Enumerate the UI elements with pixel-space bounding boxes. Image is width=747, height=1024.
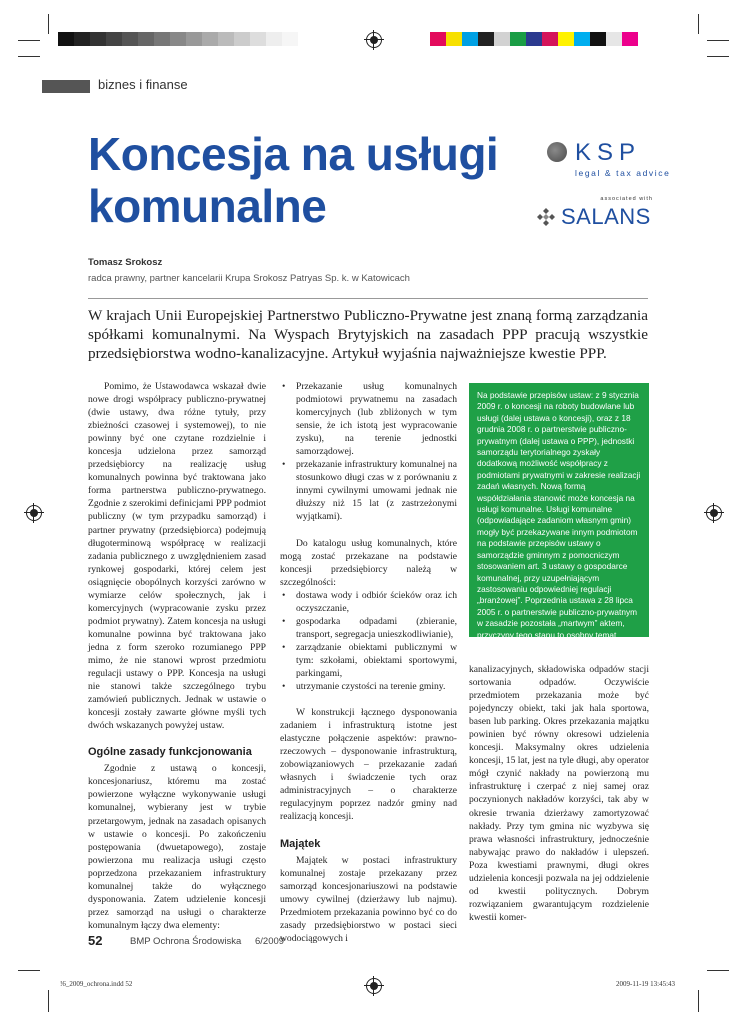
list-item: • zarządzanie obiektami publicznymi w tym: szkołami, obiektami sportowymi, parkingami, bbox=[280, 641, 457, 680]
article-title bbox=[88, 128, 528, 232]
registration-mark-right bbox=[706, 505, 722, 521]
list-item: • Przekazanie usług komunalnych podmiotowi prywatnemu na zasadach komercyjnych (lub zbliżonych w tym sensie, że ich istotą jest wypracowanie zysku), na terenie jednostki samorządowej. bbox=[280, 380, 457, 458]
publication-name: BMP Ochrona Środowiska bbox=[130, 936, 242, 947]
bullet-list bbox=[280, 589, 457, 693]
registration-mark-left bbox=[26, 505, 42, 521]
section-bar bbox=[42, 80, 90, 93]
salans-diamond-icon bbox=[537, 208, 555, 226]
paragraph: Zgodnie z ustawą o koncesji, koncesjonariusz, któremu ma zostać powierzone wyłączne wykonywanie usługi komunalnej, wybierany jest w trybie przetargowym, jednak na zasadach opisanych w ustawie o koncesji. Po zakończeniu postępowania (dwuetapowego), zostaje powierzona mu realizacja usługi często poprzedzona przekazaniem infrastruktury komunalnej także do wyłącznego dysponowania. Zatem udzielenie koncesji przez samorząd na usługi o charakterze komunalnym łączy dwa elementy: bbox=[88, 763, 266, 931]
column-2 bbox=[280, 380, 457, 945]
list-item: • dostawa wody i odbiór ścieków oraz ich oczyszczanie, bbox=[280, 589, 457, 615]
ksp-logo bbox=[545, 139, 671, 180]
color-bar bbox=[430, 32, 638, 46]
author-affiliation: radca prawny, partner kancelarii Krupa Srokosz Patryas Sp. k. w Katowicach bbox=[88, 273, 410, 284]
ksp-emblem-icon bbox=[547, 142, 567, 162]
title-line-1: Koncesja na usługi bbox=[88, 128, 499, 180]
list-item: • gospodarka odpadami (zbieranie, transport, segregacja unieszkodliwianie), bbox=[280, 615, 457, 641]
registration-mark-bottom bbox=[366, 978, 382, 994]
paragraph: Do katalogu usług komunalnych, które mogą zostać przekazane na podstawie koncesji przedsiębiorcy należą w szczególności: bbox=[280, 537, 457, 588]
paragraph: Pomimo, że Ustawodawca wskazał dwie nowe drogi współpracy publiczno-prywatnej (dwie ustawy, dwa różne tytuły, przy zbieżności czasowej i systemowej), to nie powinny być one czytane rozdzielnie i koncesja udzielona przez samorząd przedsiębiorcy na realizację usług komunalnych powinna być traktowana jako forma partnerstwa publiczno-prywatnego. Zgodnie z szerokimi definicjami PPP podmiot publiczny (w tym przypadku samorząd) i partner prywatny (przedsiębiorca) podejmują długoterminową współpracę w realizacji zadania publicznego z uwzględnieniem zasad rynkowej gospodarki, której celem jest osiągnięcie obopólnych korzyści zarówno w wymiarze celów społecznych, jak i komercyjnych (wypracowanie zysku przez podmiot prywatny). Zatem koncesja na usługi komunalne powinna być traktowana jako jedna z form szeroko rozumianego PPP mimo, że nie stanowi wprost przedmiotu regulacji ustawy o PPP. Koncesja na usługi nie stanowi także szczególnego trybu zamówień publicznych. Jednak w ustawie o koncesji zostały zawarte główne myśli tych dwóch wskazanych powyżej ustaw. bbox=[88, 381, 266, 732]
list-item: • utrzymanie czystości na terenie gminy. bbox=[280, 680, 457, 693]
salans-logo bbox=[537, 196, 653, 230]
section-label: biznes i finanse bbox=[98, 77, 188, 92]
section-heading: Ogólne zasady funkcjonowania bbox=[88, 746, 252, 759]
column-3 bbox=[469, 663, 649, 924]
grayscale-bar bbox=[58, 32, 298, 46]
title-line-2: komunalne bbox=[88, 180, 327, 232]
lead-paragraph bbox=[88, 306, 648, 363]
ksp-tagline: legal & tax advice bbox=[575, 168, 671, 178]
section-heading: Majątek bbox=[280, 837, 321, 850]
page-number: 52 bbox=[88, 933, 103, 948]
registration-mark-top bbox=[366, 32, 382, 48]
lead-text: W krajach Unii Europejskiej Partnerstwo Publiczno-Prywatne jest znaną formą zarządzania spółkami komunalnymi. Na Wyspach Brytyjskich na zasadach PPP pracują wszystkie przedsiębiorstwa wodno-kanalizacyjne. Artykuł wyjaśnia najważniejsze kwestie PPP. bbox=[88, 307, 648, 362]
salans-wordmark: SALANS bbox=[561, 204, 651, 229]
associated-with-label: associated with bbox=[600, 196, 653, 202]
paragraph: W konstrukcji łącznego dysponowania zadaniem i infrastrukturą istotne jest elastyczne połączenie aspektów: prawno-rzeczowych – dysponowanie infrastrukturą, zobowiązaniowych – przekazanie zadań własnych i świadczenie tych oraz administracyjnych – o charakterze regulacyjnym poprzez nadzór gminy nad realizacją koncesji. bbox=[280, 707, 457, 823]
paragraph: kanalizacyjnych, składowiska odpadów stacji sortowania odpadów. Oczywiście przedmiotem przekazania może być pojedynczy obiekt, taki jak hala sportowa, basen lub parking. Okres przekazania majątku powinien być równy okresowi udzielenia koncesji. Maksymalny okres udzielenia koncesji, 15 lat, jest na tyle długi, aby operator mógł czynić nakłady na powierzoną mu infrastrukturę i czerpać z niej samej oraz poczynionych nakładów korzyści, tak aby w okresie trwania dzierżawy zamortyzować nakłady. Przy tym gmina nic wyzbywa się prawa własności infrastruktury, jednocześnie nabywając prawo do nakładów i ulepszeń. Poza kwestiami prawnymi, długi okres udzielenia koncesji pozwala na jej oddzielenie od kwestii politycznych. Dobrym rozwiązaniem gwarantującym rozdzielenie kwestii komer- bbox=[469, 664, 649, 923]
bullet-list bbox=[280, 380, 457, 524]
sidebar-text: Na podstawie przepisów ustaw: z 9 stycznia 2009 r. o koncesji na roboty budowlane lub usługi (dalej ustawa o koncesji), oraz z 18 grudnia 2008 r. o partnerstwie publiczno-prywatnym (dalej ustawa o PPP), jednostki samorządu terytorialnego zyskały dodatkową możliwość współpracy z podmiotami prywatnymi w zakresie realizacji zadań własnych. Nową formą współdziałania stanowić może koncesja na usługi komunalne. Usługi komunalne (odpowiadające zadaniom własnym gmin) mogły być przekazywane innym podmiotom na podstawie przepisów ustawy o samorządzie gminnym z pomocniczym stosowaniem art. 3 ustawy o gospodarce komunalnej, przy uzupełniającym zastosowaniu odpowiedniej regulacji „branżowej”. Poprzednia ustawa z 28 lipca 2005 r. o partnerstwie publiczno-prywatnym w zasadzie pozostała „martwym” aktem, przyczyny tego stanu to osobny temat. bbox=[477, 390, 641, 640]
list-item: • przekazanie infrastruktury komunalnej na stosunkowo długi czas w z porównaniu z innymi cywilnymi umowami jednak nie dłuższy niż 15 lat (z zastrzeżonymi wyjątkami). bbox=[280, 458, 457, 523]
slug-filename: !6_2009_ochrona.indd 52 bbox=[60, 980, 133, 988]
issue-number: 6/2009 bbox=[255, 936, 285, 947]
column-1 bbox=[88, 380, 266, 932]
sidebar-box bbox=[469, 383, 649, 640]
paragraph: Majątek w postaci infrastruktury komunalnej zostaje przekazany przez samorząd koncesjonariuszowi na podstawie umowy cywilnej (dzierżawy lub najmu). Przedmiotem przekazania powinno być co do zasady przedsiębiorstwo w postaci sieci wodociągowych i bbox=[280, 854, 457, 944]
ksp-wordmark: KSP bbox=[575, 139, 642, 166]
divider bbox=[88, 298, 648, 299]
author-name: Tomasz Srokosz bbox=[88, 257, 163, 268]
slug-timestamp: 2009-11-19 13:45:43 bbox=[616, 980, 676, 988]
